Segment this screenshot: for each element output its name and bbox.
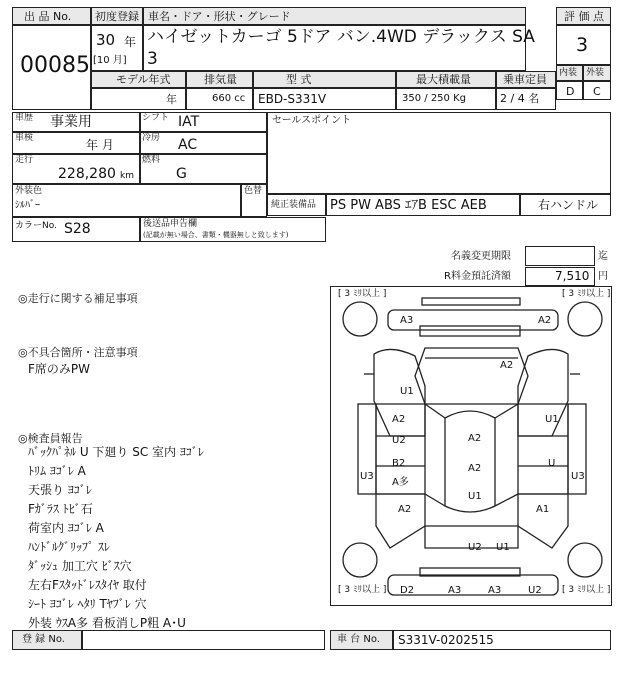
car-name-label: 車名・ドア・形状・グレード [148, 10, 291, 23]
car-name-line2: 3 [147, 49, 158, 69]
recycle-unit: 円 [598, 271, 608, 282]
first-reg-year: 30 [96, 31, 116, 49]
reg-no-label: 登 録 No. [22, 634, 65, 645]
type: EBD-S331V [258, 92, 327, 106]
sales-point-label: セールスポイント [272, 115, 352, 126]
first-reg-label: 初度登録 [95, 10, 139, 23]
svg-text:[ 3 ﾐﾘ以上 ]: [ 3 ﾐﾘ以上 ] [562, 289, 611, 299]
svg-text:U2: U2 [392, 435, 406, 446]
svg-text:U1: U1 [468, 491, 482, 502]
chassis-no: S331V-0202515 [398, 633, 494, 647]
svg-text:[ 3 ﾐﾘ以上 ]: [ 3 ﾐﾘ以上 ] [338, 289, 387, 299]
ac: AC [178, 137, 198, 153]
recycle-value: 7,510 [555, 269, 590, 283]
driving-notes-title: ◎走行に関する補足事項 [18, 292, 138, 305]
equipment-label: 純正装備品 [271, 200, 317, 210]
capacity: 2 / 4 名 [500, 92, 540, 105]
inspector-line: ｼｰﾄ ﾖｺﾞﾚ ﾍﾀﾘ Tﾔﾌﾞﾚ 穴 [28, 597, 147, 611]
svg-text:A3: A3 [400, 315, 414, 326]
inspector-line: 荷室内 ﾖｺﾞﾚ A [28, 521, 104, 535]
svg-text:A3: A3 [488, 585, 502, 596]
color: ｼﾙﾊﾞｰ [15, 200, 40, 211]
history-label: 車歴 [15, 113, 34, 123]
inspector-line: ﾀﾞｯｼｭ 加工穴 ﾋﾞｽ穴 [28, 559, 132, 573]
svg-text:B2: B2 [392, 458, 406, 469]
mileage-label: 走行 [15, 155, 34, 165]
max-load-label: 最大積載量 [416, 73, 471, 86]
svg-text:A3: A3 [448, 585, 462, 596]
name-change-label: 名義変更期限 [451, 251, 511, 262]
shift: IAT [178, 114, 200, 130]
score: 3 [576, 34, 589, 56]
svg-text:A2: A2 [392, 414, 406, 425]
history: 事業用 [50, 114, 92, 130]
type-label: 型 式 [286, 73, 312, 86]
inspector-line: ﾄﾘﾑ ﾖｺﾞﾚ A [28, 464, 86, 478]
svg-text:A2: A2 [468, 433, 482, 444]
steering: 右ハンドル [538, 198, 599, 212]
fuel-label: 燃料 [142, 155, 161, 165]
car-name-line1: ハイゼットカーゴ 5ドア バン.4WD デラックス SA [147, 27, 535, 47]
color-cell [12, 184, 241, 217]
inspector-line: 天張り ﾖｺﾞﾚ [28, 483, 92, 497]
lot-no: 00085 [20, 53, 90, 78]
svg-text:[ 3 ﾐﾘ以上 ]: [ 3 ﾐﾘ以上 ] [338, 585, 387, 595]
fuel: G [176, 166, 187, 182]
inspection: 年 月 [86, 138, 114, 152]
svg-text:U: U [548, 458, 556, 469]
interior: D [566, 85, 575, 98]
color-label: 外装色 [15, 186, 43, 196]
defects-title: ◎不具合箇所・注意事項 [18, 346, 138, 359]
defect-line: F席のみPW [28, 362, 91, 376]
inspector-line: ﾊﾞｯｸﾊﾟﾈﾙ U 下廻り SC 室内 ﾖｺﾞﾚ [28, 445, 204, 459]
first-reg-month: [10 月] [93, 55, 127, 66]
lot-no-label: 出 品 No. [24, 10, 72, 23]
svg-text:U3: U3 [571, 471, 585, 482]
type-label-cell [253, 71, 396, 88]
svg-text:[ 3 ﾐﾘ以上 ]: [ 3 ﾐﾘ以上 ] [562, 585, 611, 595]
name-change-unit: 迄 [598, 251, 608, 262]
shift-label: シフト [142, 113, 170, 123]
inspector-line: 左右Fｽﾀｯﾄﾞﾚｽﾀｲﾔ 取付 [28, 578, 147, 592]
interior-label: 内装 [559, 68, 578, 78]
svg-text:U3: U3 [360, 471, 374, 482]
first-reg-year-unit: 年 [124, 35, 137, 49]
capacity-label: 乗車定員 [503, 73, 547, 86]
svg-text:U1: U1 [496, 542, 510, 553]
svg-text:U1: U1 [545, 414, 559, 425]
mileage: 228,280 [58, 166, 116, 182]
chassis-label: 車 台 No. [337, 634, 380, 645]
svg-text:A1: A1 [536, 504, 550, 515]
inspector-line: ﾊﾝﾄﾞﾙｸﾞﾘｯﾌﾟ ｽﾚ [28, 540, 110, 554]
svg-text:A2: A2 [500, 360, 514, 371]
displacement: 660 cc [212, 93, 246, 104]
svg-text:A2: A2 [398, 504, 412, 515]
inspector-title: ◎検査員報告 [18, 432, 83, 445]
svg-text:A2: A2 [468, 463, 482, 474]
svg-text:A2: A2 [538, 315, 552, 326]
color-no: S28 [64, 221, 91, 237]
svg-text:D2: D2 [400, 585, 415, 596]
recycle-label: R料金預託済額 [444, 271, 511, 282]
svg-text:A多: A多 [392, 477, 409, 488]
model-year-unit: 年 [166, 93, 177, 106]
inspector-line: Fｶﾞﾗｽ ﾄﾋﾞ石 [28, 502, 93, 516]
inspection-label: 車検 [15, 133, 34, 143]
exterior: C [593, 85, 601, 98]
recolor-label: 色替 [244, 186, 263, 196]
reg-no-cell [82, 630, 325, 650]
color-no-label: カラーNo. [15, 221, 57, 231]
mileage-unit: km [120, 171, 134, 181]
shipping-label: 後送品申告欄 [143, 219, 198, 229]
ac-label: 冷房 [142, 133, 161, 143]
displacement-label: 排気量 [204, 73, 237, 86]
max-load: 350 / 250 Kg [402, 93, 466, 104]
shipping-note: (記載が無い場合、書類・機器無しと致します) [143, 231, 289, 239]
exterior-label: 外装 [586, 68, 605, 78]
svg-text:U1: U1 [400, 386, 414, 397]
model-year-label: モデル年式 [116, 73, 171, 86]
car-condition-diagram [330, 286, 612, 606]
svg-text:U2: U2 [528, 585, 542, 596]
svg-text:U2: U2 [468, 542, 482, 553]
equipment: PS PW ABS ｴｱB ESC AEB [330, 198, 487, 213]
inspector-line: 外装 ｳｽA多 看板消しP粗 A･U [28, 616, 186, 630]
score-label: 評 価 点 [564, 10, 604, 23]
name-change-box [525, 246, 595, 266]
